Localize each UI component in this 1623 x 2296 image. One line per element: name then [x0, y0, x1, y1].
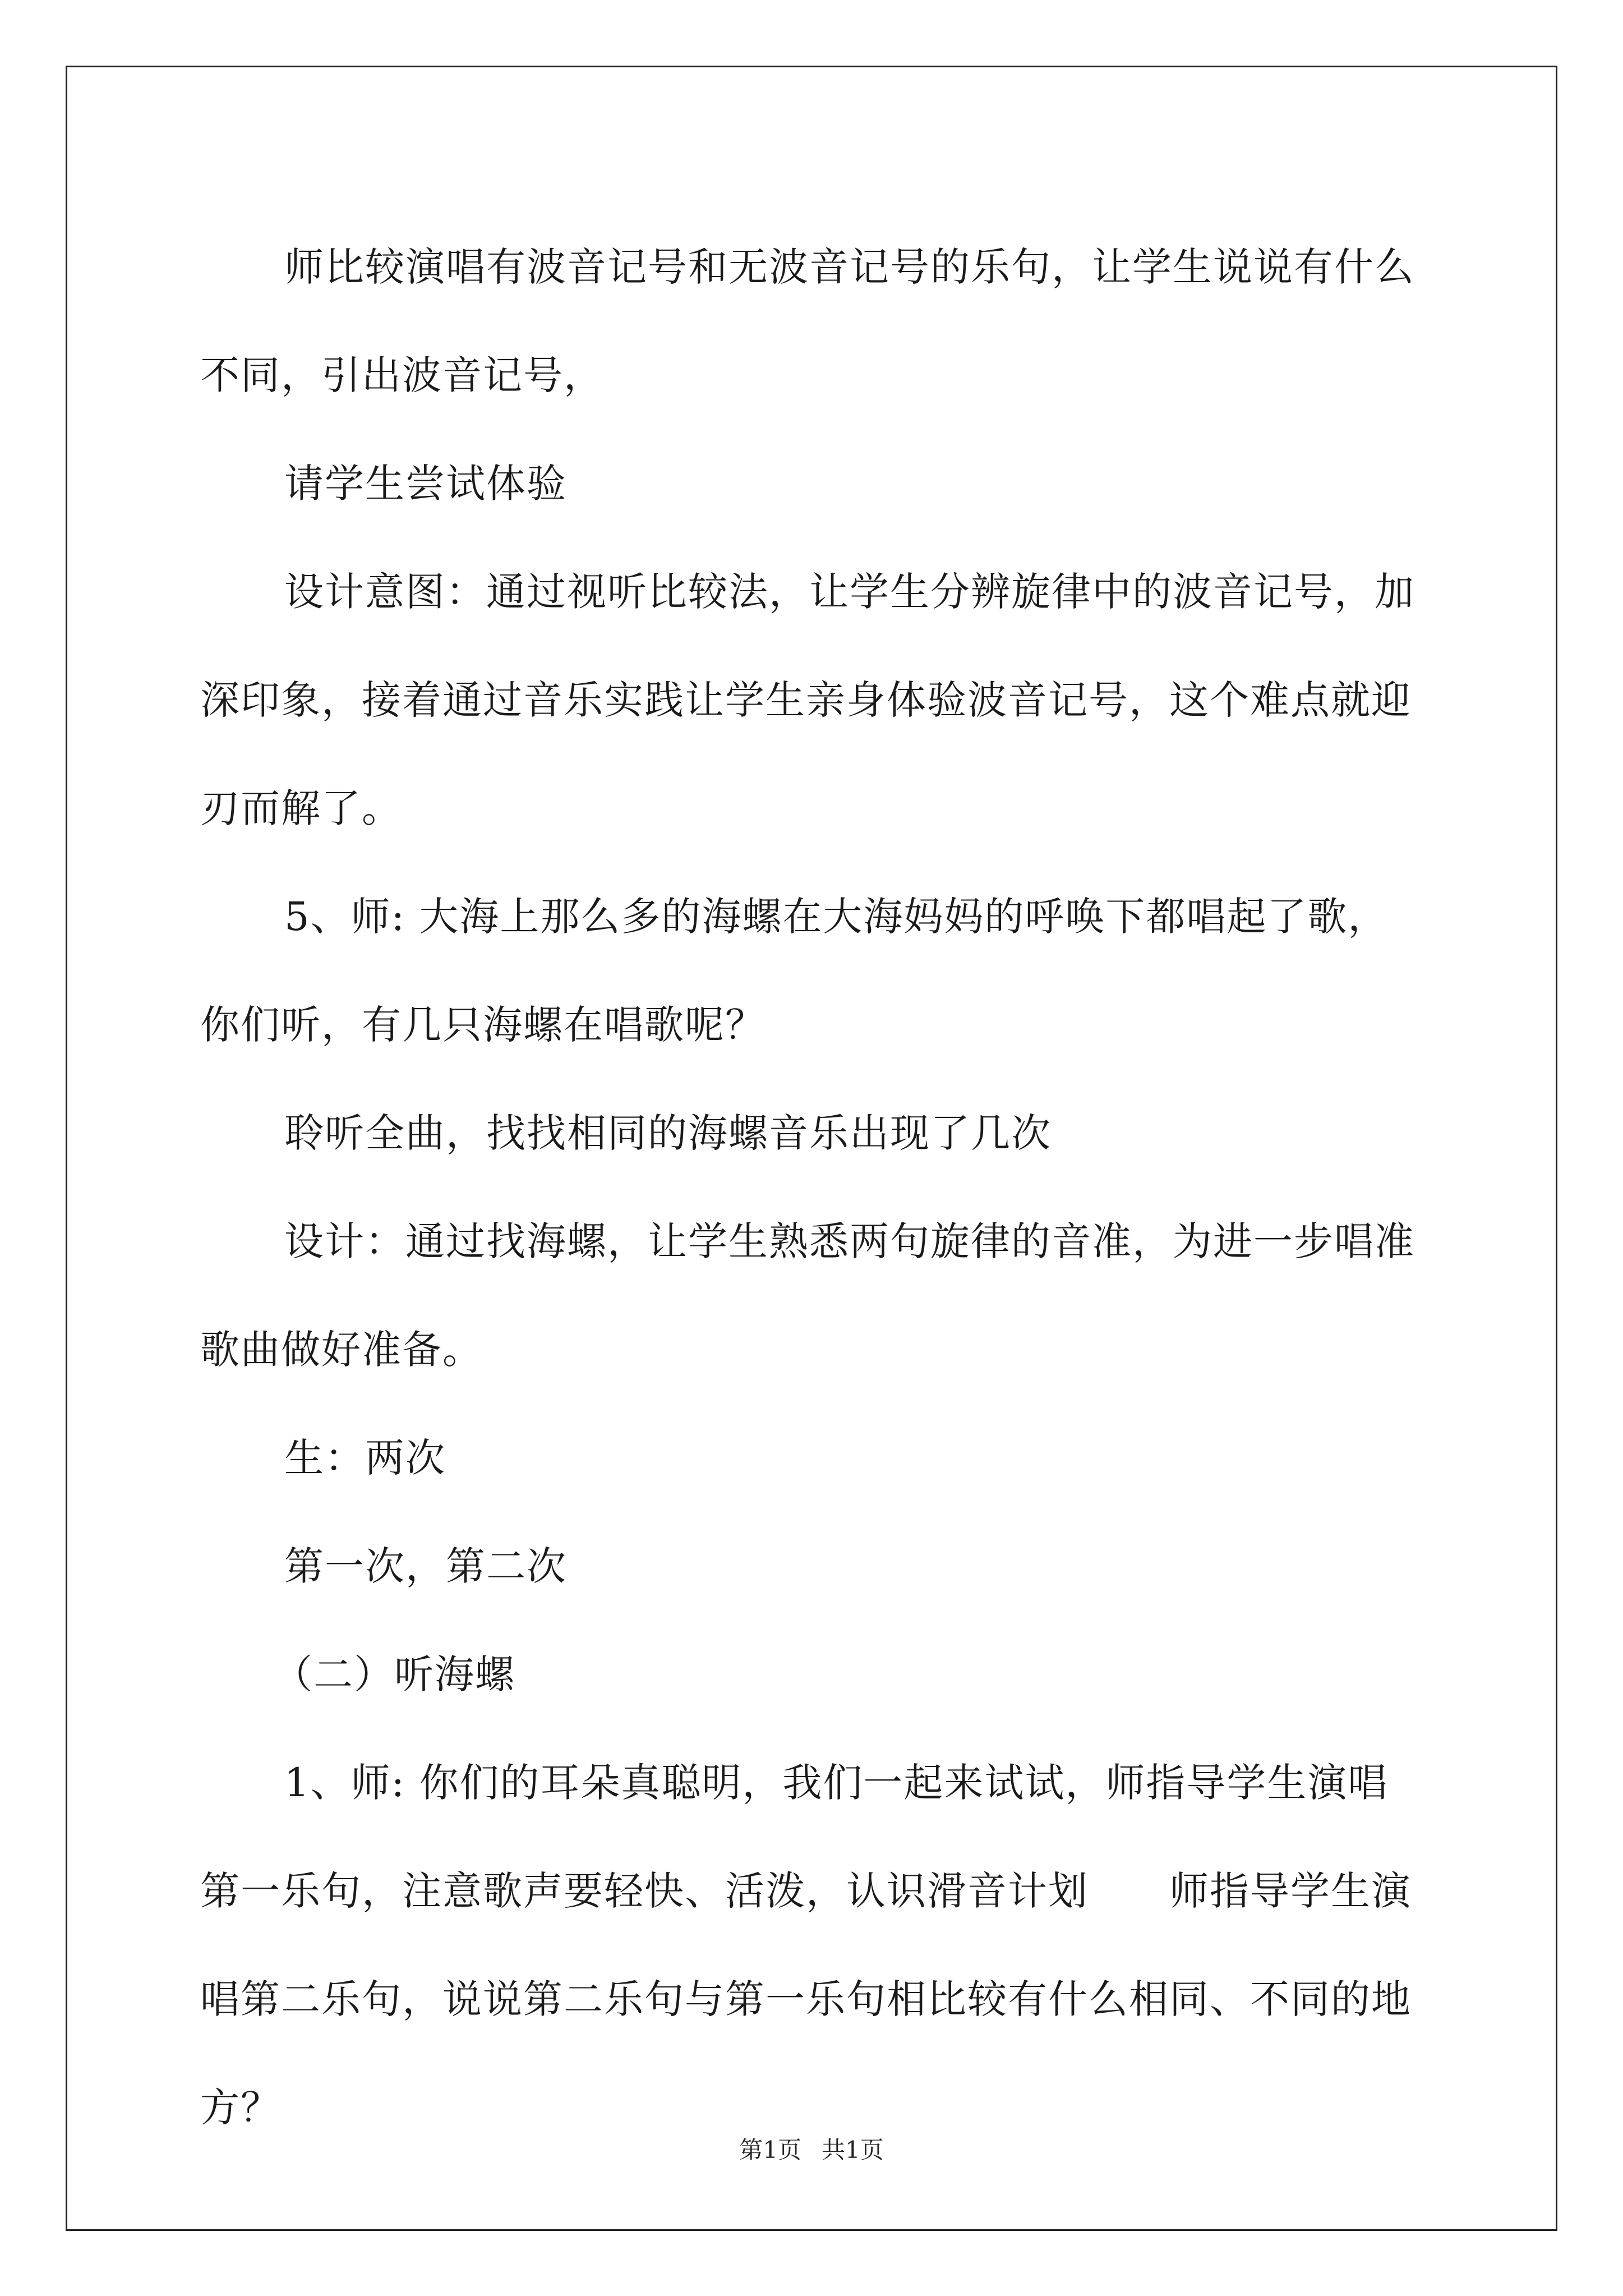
paragraph-student-answer: 生：两次 [284, 1435, 446, 1481]
section-heading-listen-conch: （二）听海螺 [273, 1651, 515, 1697]
page-number: 第1页 [739, 2136, 801, 2164]
document-body [200, 213, 1428, 2162]
paragraph-listen-full: 聆听全曲，找找相同的海螺音乐出现了几次 [284, 1110, 1052, 1156]
paragraph-first-second: 第一次，第二次 [284, 1543, 567, 1589]
paragraph-student-try: 请学生尝试体验 [284, 461, 567, 507]
paragraph-teacher-sea: 5、师: 大海上那么多的海螺在大海妈妈的呼唤下都唱起了歌，你们听，有几只海螺在唱歌呢？ [200, 894, 1389, 1048]
paragraph-teacher-guide: 1、师: 你们的耳朵真聪明，我们一起来试试，师指导学生演唱第一乐句，注意歌声要轻快、活泼，认识滑音计划 师指导学生演唱第二乐句，说说第二乐句与第一乐句相比较有什么相同、不同的地方？ [200, 1760, 1412, 2131]
paragraph-compare-singing: 师比较演唱有波音记号和无波音记号的乐句，让学生说说有什么不同，引出波音记号， [200, 244, 1415, 398]
page-total: 共1页 [822, 2136, 884, 2164]
page-footer [0, 2132, 1623, 2165]
paragraph-design-intent: 设计意图：通过视听比较法，让学生分辨旋律中的波音记号，加深印象，接着通过音乐实践让学生亲身体验波音记号，这个难点就迎刃而解了。 [200, 569, 1415, 831]
paragraph-design-find: 设计：通过找海螺，让学生熟悉两句旋律的音准，为进一步唱准歌曲做好准备。 [200, 1218, 1415, 1373]
